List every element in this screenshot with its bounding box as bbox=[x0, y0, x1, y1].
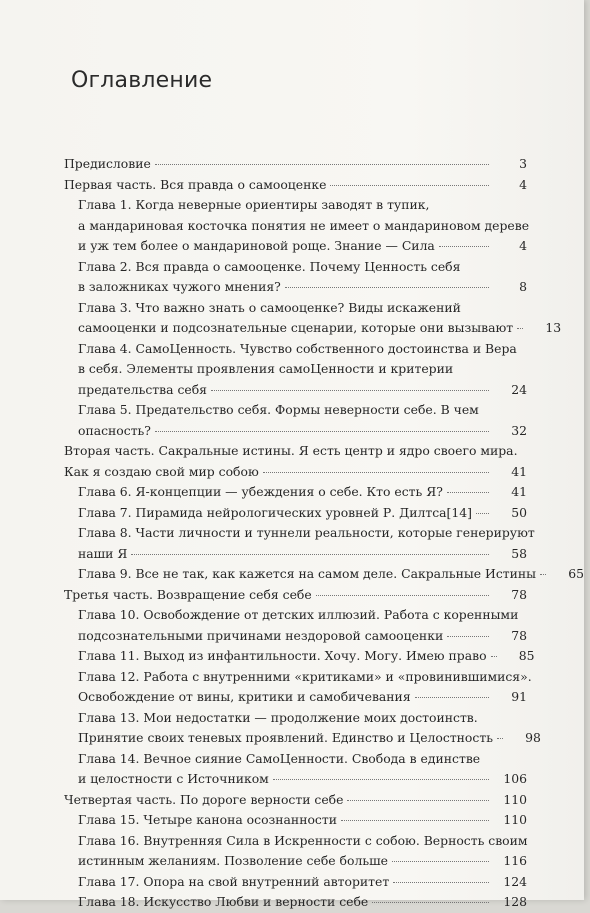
toc-page-number: 110 bbox=[503, 812, 527, 827]
toc-entry-text: и уж тем более о мандариновой роще. Знание — Сила bbox=[78, 238, 435, 253]
toc-entry bbox=[0, 195, 584, 257]
toc-entry-text: Глава 13. Мои недостатки — продолжение моих достоинств. bbox=[78, 709, 478, 725]
toc-entry-text: Четвертая часть. По дороге верности себе bbox=[64, 791, 344, 807]
toc-entry-text: Освобождение от вины, критики и самобичевания bbox=[78, 689, 411, 704]
toc-entry-row bbox=[0, 646, 584, 667]
dot-leader bbox=[211, 390, 489, 391]
dot-leader bbox=[263, 472, 489, 473]
toc-entry bbox=[0, 298, 584, 339]
dot-leader bbox=[155, 164, 489, 165]
toc-entry-text: а мандариновая косточка понятия не имеет о мандариновом дереве bbox=[78, 217, 530, 233]
toc-entry-text: в заложниках чужого мнения? bbox=[78, 279, 281, 294]
dot-leader bbox=[155, 431, 489, 432]
toc-entry-text: Третья часть. Возвращение себя себе bbox=[64, 586, 312, 602]
dot-leader bbox=[476, 513, 489, 514]
toc-entry-text: Глава 12. Работа с внутренними «критиками» и «провинившимися». bbox=[78, 668, 532, 684]
toc-page-number: 85 bbox=[518, 648, 535, 663]
toc-entry bbox=[0, 810, 584, 831]
toc-page-number: 106 bbox=[503, 771, 527, 786]
dot-leader bbox=[392, 861, 489, 862]
toc-page-number: 110 bbox=[503, 791, 527, 807]
toc-entry-text: Предисловие bbox=[64, 156, 151, 171]
toc-entry-row bbox=[0, 626, 584, 647]
toc-page-number: 41 bbox=[511, 463, 527, 479]
toc-page-number: 41 bbox=[511, 484, 527, 499]
toc-entry-text: наши Я bbox=[78, 545, 128, 561]
toc-entry-text: опасность? bbox=[78, 422, 151, 438]
dot-leader bbox=[517, 328, 523, 329]
table-of-contents bbox=[0, 154, 584, 913]
toc-entry-row bbox=[0, 277, 584, 298]
toc-page-number: 91 bbox=[511, 689, 527, 704]
toc-page-number: 24 bbox=[511, 381, 527, 397]
toc-entry bbox=[0, 400, 584, 441]
toc-page-number: 116 bbox=[503, 853, 527, 868]
toc-entry-text: Глава 11. Выход из инфантильности. Хочу. Могу. Имею право bbox=[78, 648, 487, 663]
page-title: Оглавление bbox=[71, 68, 213, 93]
toc-page-number: 78 bbox=[511, 627, 527, 643]
toc-entry-text: истинным желаниям. Позволение себе больше bbox=[78, 853, 388, 868]
toc-entry-text: Глава 7. Пирамида нейрологических уровней Р. Дилтса[14] bbox=[78, 504, 472, 520]
toc-page-number: 4 bbox=[519, 238, 527, 253]
toc-entry-row bbox=[0, 687, 584, 708]
dot-leader bbox=[393, 882, 489, 883]
toc-entry-row bbox=[0, 769, 584, 790]
toc-entry-row bbox=[0, 872, 584, 893]
toc-entry-text: Глава 3. Что важно знать о самооценке? Виды искажений bbox=[78, 299, 461, 315]
toc-entry bbox=[0, 482, 584, 503]
toc-entry bbox=[0, 154, 584, 175]
dot-leader bbox=[497, 738, 503, 739]
toc-entry-text: Принятие своих теневых проявлений. Единство и Целостность bbox=[78, 730, 493, 745]
toc-entry bbox=[0, 749, 584, 790]
toc-entry-row bbox=[0, 175, 584, 196]
toc-entry-row bbox=[0, 892, 584, 913]
toc-entry-text: Глава 1. Когда неверные ориентиры заводят в тупик, bbox=[78, 197, 430, 212]
dot-leader bbox=[330, 185, 489, 186]
toc-entry-text: Глава 4. СамоЦенность. Чувство собственного достоинства и Вера bbox=[78, 340, 517, 356]
toc-entry-text: Глава 8. Части личности и туннели реальности, которые генерируют bbox=[78, 525, 535, 540]
toc-entry-row bbox=[0, 585, 584, 606]
toc-entry-text: Глава 16. Внутренняя Сила в Искренности с собою. Верность своим bbox=[78, 832, 528, 848]
toc-entry-row bbox=[0, 851, 584, 872]
toc-entry bbox=[0, 257, 584, 298]
dot-leader bbox=[447, 636, 489, 637]
dot-leader bbox=[372, 902, 489, 903]
dot-leader bbox=[131, 554, 489, 555]
toc-entry bbox=[0, 523, 584, 564]
toc-entry-text: предательства себя bbox=[78, 381, 207, 397]
toc-entry bbox=[0, 585, 584, 606]
toc-entry-text: Глава 5. Предательство себя. Формы неверности себе. В чем bbox=[78, 402, 479, 417]
toc-entry-row bbox=[0, 462, 584, 483]
toc-entry bbox=[0, 790, 584, 811]
toc-entry-text: подсознательными причинами нездоровой самооценки bbox=[78, 627, 444, 643]
toc-entry-text: Глава 2. Вся правда о самооценке. Почему Ценность себя bbox=[78, 258, 461, 274]
toc-entry-row bbox=[0, 728, 584, 749]
toc-entry bbox=[0, 441, 584, 482]
toc-entry-row bbox=[0, 544, 584, 565]
toc-entry-text: Глава 14. Вечное сияние СамоЦенности. Свобода в единстве bbox=[78, 750, 481, 766]
toc-page-number: 98 bbox=[525, 730, 541, 745]
toc-entry-row bbox=[0, 482, 584, 503]
toc-entry bbox=[0, 646, 584, 667]
dot-leader bbox=[491, 656, 497, 657]
dot-leader bbox=[439, 246, 489, 247]
toc-entry-text: и целостности с Источником bbox=[78, 771, 269, 786]
toc-entry-row bbox=[0, 790, 584, 811]
toc-page-number: 128 bbox=[503, 894, 527, 909]
toc-entry-row bbox=[0, 810, 584, 831]
toc-entry bbox=[0, 503, 584, 524]
toc-page-number: 4 bbox=[519, 176, 527, 192]
toc-entry bbox=[0, 708, 584, 749]
toc-entry bbox=[0, 892, 584, 913]
toc-entry-text: Глава 18. Искусство Любви и верности себе bbox=[78, 894, 369, 909]
dot-leader bbox=[316, 595, 489, 596]
toc-page-number: 13 bbox=[545, 320, 562, 335]
toc-entry-row bbox=[0, 564, 584, 585]
dot-leader bbox=[273, 779, 489, 780]
toc-entry bbox=[0, 175, 584, 196]
toc-entry-text: Глава 6. Я-концепции — убеждения о себе. Кто есть Я? bbox=[78, 484, 443, 499]
toc-page-number: 58 bbox=[511, 545, 527, 561]
toc-page-number: 65 bbox=[568, 566, 585, 581]
toc-entry-row bbox=[0, 421, 584, 442]
dot-leader bbox=[540, 574, 546, 575]
toc-entry-row bbox=[0, 503, 584, 524]
toc-entry-row bbox=[0, 380, 584, 401]
toc-entry-text: Глава 10. Освобождение от детских иллюзий. Работа с коренными bbox=[78, 607, 519, 622]
toc-entry-text: в себя. Элементы проявления самоЦенности и критерии bbox=[78, 361, 454, 376]
toc-entry bbox=[0, 667, 584, 708]
toc-entry-row bbox=[0, 154, 584, 175]
toc-entry-text: Первая часть. Вся правда о самооценке bbox=[64, 176, 327, 192]
toc-page-number: 78 bbox=[511, 586, 527, 602]
toc-entry-text: Глава 9. Все не так, как кажется на самом деле. Сакральные Истины bbox=[78, 566, 537, 581]
toc-entry bbox=[0, 339, 584, 401]
toc-entry bbox=[0, 831, 584, 872]
toc-entry-row bbox=[0, 236, 584, 257]
toc-page-number: 8 bbox=[519, 279, 527, 294]
toc-page-number: 124 bbox=[503, 873, 527, 889]
toc-entry-text: Глава 15. Четыре канона осознанности bbox=[78, 812, 337, 827]
toc-entry bbox=[0, 605, 584, 646]
toc-entry-row bbox=[0, 318, 584, 339]
dot-leader bbox=[285, 287, 489, 288]
dot-leader bbox=[347, 800, 489, 801]
dot-leader bbox=[415, 697, 489, 698]
toc-entry-text: Глава 17. Опора на свой внутренний авторитет bbox=[78, 873, 390, 889]
dot-leader bbox=[341, 820, 489, 821]
toc-entry-text: Как я создаю свой мир собою bbox=[64, 463, 259, 479]
toc-page-number: 32 bbox=[511, 422, 527, 438]
toc-entry-text: самооценки и подсознательные сценарии, которые они вызывают bbox=[78, 320, 514, 335]
toc-page-number: 3 bbox=[519, 156, 527, 171]
toc-entry bbox=[0, 872, 584, 893]
toc-entry bbox=[0, 564, 584, 585]
toc-page-number: 50 bbox=[511, 504, 527, 520]
toc-entry-text: Вторая часть. Сакральные истины. Я есть центр и ядро своего мира. bbox=[64, 443, 518, 458]
dot-leader bbox=[447, 492, 489, 493]
